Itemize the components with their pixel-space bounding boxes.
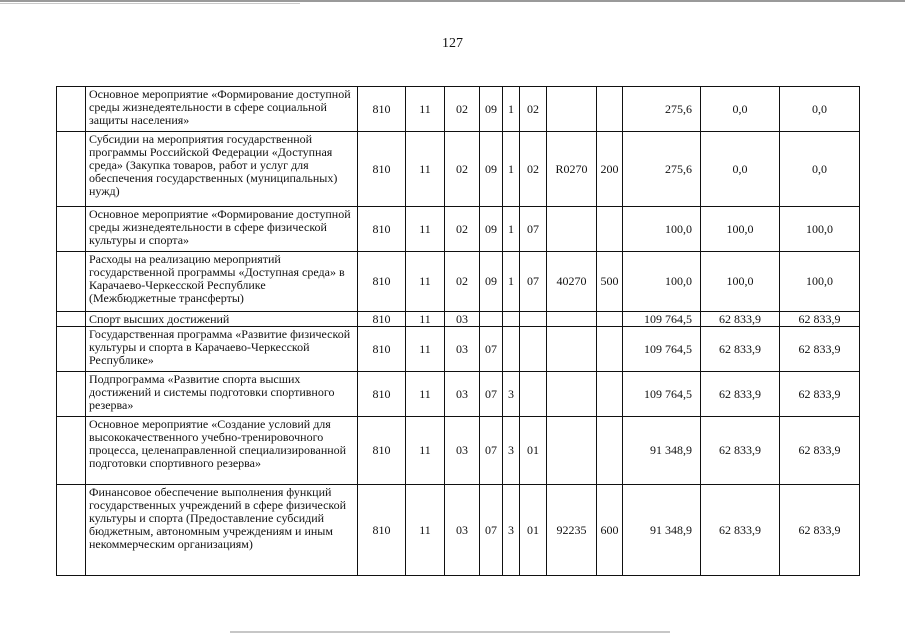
budget-table [56, 86, 860, 576]
subsection-code: 02 [445, 87, 480, 132]
amount-year-2: 62 833,9 [701, 417, 780, 485]
grbs-code: 810 [358, 417, 406, 485]
event-code: 01 [520, 485, 547, 576]
row-number-cell [57, 327, 86, 372]
expense-type-code [597, 417, 623, 485]
amount-year-3: 62 833,9 [780, 372, 860, 417]
event-code [520, 372, 547, 417]
section-code: 11 [406, 417, 445, 485]
expense-type-code: 500 [597, 252, 623, 312]
direction-code: R0270 [547, 132, 597, 207]
amount-year-2: 100,0 [701, 252, 780, 312]
section-code: 11 [406, 327, 445, 372]
section-code: 11 [406, 372, 445, 417]
direction-code: 92235 [547, 485, 597, 576]
grbs-code: 810 [358, 207, 406, 252]
direction-code [547, 87, 597, 132]
subsection-code: 03 [445, 417, 480, 485]
direction-code [547, 327, 597, 372]
event-code: 07 [520, 207, 547, 252]
subsection-code: 03 [445, 372, 480, 417]
table-row [57, 312, 860, 327]
expense-type-code [597, 372, 623, 417]
direction-code [547, 312, 597, 327]
row-name: Подпрограмма «Развитие спорта высших достижений и системы подготовки спортивного резерва» [86, 372, 358, 417]
amount-year-2: 0,0 [701, 132, 780, 207]
table-row [57, 87, 860, 132]
row-number-cell [57, 87, 86, 132]
direction-code [547, 417, 597, 485]
expense-type-code [597, 87, 623, 132]
amount-year-3: 62 833,9 [780, 327, 860, 372]
grbs-code: 810 [358, 132, 406, 207]
expense-type-code: 200 [597, 132, 623, 207]
scan-edge-top [0, 0, 905, 2]
subsection-code: 02 [445, 207, 480, 252]
subprogram-code: 1 [503, 207, 520, 252]
program-code: 09 [480, 252, 503, 312]
table-row [57, 252, 860, 312]
amount-year-1: 275,6 [623, 132, 701, 207]
expense-type-code [597, 312, 623, 327]
amount-year-3: 0,0 [780, 132, 860, 207]
subprogram-code: 1 [503, 87, 520, 132]
amount-year-2: 62 833,9 [701, 327, 780, 372]
amount-year-2: 62 833,9 [701, 312, 780, 327]
page-number: 127 [442, 36, 463, 51]
row-name: Основное мероприятие «Формирование доступной среды жизнедеятельности в сфере социальной защиты населения» [86, 87, 358, 132]
grbs-code: 810 [358, 327, 406, 372]
amount-year-1: 91 348,9 [623, 485, 701, 576]
table-row [57, 207, 860, 252]
row-name: Основное мероприятие «Создание условий для высококачественного учебно-тренировочного процесса, целенаправленной специализированной подготовки спортивного резерва» [86, 417, 358, 485]
event-code [520, 312, 547, 327]
subprogram-code: 3 [503, 485, 520, 576]
subsection-code: 02 [445, 132, 480, 207]
subprogram-code: 1 [503, 132, 520, 207]
section-code: 11 [406, 252, 445, 312]
event-code [520, 327, 547, 372]
subprogram-code: 3 [503, 417, 520, 485]
subprogram-code: 1 [503, 252, 520, 312]
program-code: 07 [480, 485, 503, 576]
amount-year-3: 62 833,9 [780, 485, 860, 576]
table-row [57, 327, 860, 372]
amount-year-3: 100,0 [780, 252, 860, 312]
direction-code [547, 372, 597, 417]
subprogram-code [503, 327, 520, 372]
subsection-code: 03 [445, 327, 480, 372]
amount-year-1: 109 764,5 [623, 372, 701, 417]
row-name: Государственная программа «Развитие физической культуры и спорта в Карачаево-Черкесской Республике» [86, 327, 358, 372]
row-name: Субсидии на мероприятия государственной программы Российской Федерации «Доступная среда» (Закупка товаров, работ и услуг для обеспечения государственных (муниципальных) нужд) [86, 132, 358, 207]
amount-year-1: 275,6 [623, 87, 701, 132]
amount-year-3: 0,0 [780, 87, 860, 132]
program-code: 07 [480, 327, 503, 372]
section-code: 11 [406, 87, 445, 132]
scan-edge-bottom [230, 631, 670, 633]
event-code: 02 [520, 87, 547, 132]
row-number-cell [57, 485, 86, 576]
amount-year-2: 62 833,9 [701, 372, 780, 417]
row-number-cell [57, 372, 86, 417]
amount-year-3: 62 833,9 [780, 312, 860, 327]
direction-code [547, 207, 597, 252]
amount-year-2: 100,0 [701, 207, 780, 252]
subprogram-code [503, 312, 520, 327]
grbs-code: 810 [358, 312, 406, 327]
row-number-cell [57, 132, 86, 207]
grbs-code: 810 [358, 372, 406, 417]
expense-type-code: 600 [597, 485, 623, 576]
table-row [57, 485, 860, 576]
amount-year-1: 100,0 [623, 207, 701, 252]
amount-year-2: 62 833,9 [701, 485, 780, 576]
amount-year-3: 100,0 [780, 207, 860, 252]
subsection-code: 02 [445, 252, 480, 312]
program-code: 09 [480, 87, 503, 132]
table-row [57, 372, 860, 417]
row-number-cell [57, 207, 86, 252]
subsection-code: 03 [445, 485, 480, 576]
amount-year-3: 62 833,9 [780, 417, 860, 485]
program-code: 07 [480, 417, 503, 485]
table-row [57, 132, 860, 207]
event-code: 07 [520, 252, 547, 312]
event-code: 01 [520, 417, 547, 485]
expense-type-code [597, 207, 623, 252]
amount-year-2: 0,0 [701, 87, 780, 132]
program-code: 09 [480, 132, 503, 207]
section-code: 11 [406, 312, 445, 327]
scan-edge-top-secondary [0, 3, 300, 4]
section-code: 11 [406, 485, 445, 576]
row-name: Расходы на реализацию мероприятий государственной программы «Доступная среда» в Карачаево-Черкесской Республике (Межбюджетные трансферты) [86, 252, 358, 312]
amount-year-1: 109 764,5 [623, 312, 701, 327]
row-number-cell [57, 417, 86, 485]
program-code [480, 312, 503, 327]
amount-year-1: 91 348,9 [623, 417, 701, 485]
expense-type-code [597, 327, 623, 372]
program-code: 09 [480, 207, 503, 252]
subprogram-code: 3 [503, 372, 520, 417]
row-number-cell [57, 252, 86, 312]
row-name: Основное мероприятие «Формирование доступной среды жизнедеятельности в сфере физической культуры и спорта» [86, 207, 358, 252]
table-row [57, 417, 860, 485]
event-code: 02 [520, 132, 547, 207]
grbs-code: 810 [358, 252, 406, 312]
grbs-code: 810 [358, 485, 406, 576]
subsection-code: 03 [445, 312, 480, 327]
row-name: Финансовое обеспечение выполнения функций государственных учреждений в сфере физической культуры и спорта (Предоставление субсидий бюджетным, автономным учреждениям и иным некоммерческим организациям) [86, 485, 358, 576]
direction-code: 40270 [547, 252, 597, 312]
row-name: Спорт высших достижений [86, 312, 358, 327]
grbs-code: 810 [358, 87, 406, 132]
section-code: 11 [406, 132, 445, 207]
row-number-cell [57, 312, 86, 327]
section-code: 11 [406, 207, 445, 252]
amount-year-1: 109 764,5 [623, 327, 701, 372]
amount-year-1: 100,0 [623, 252, 701, 312]
program-code: 07 [480, 372, 503, 417]
